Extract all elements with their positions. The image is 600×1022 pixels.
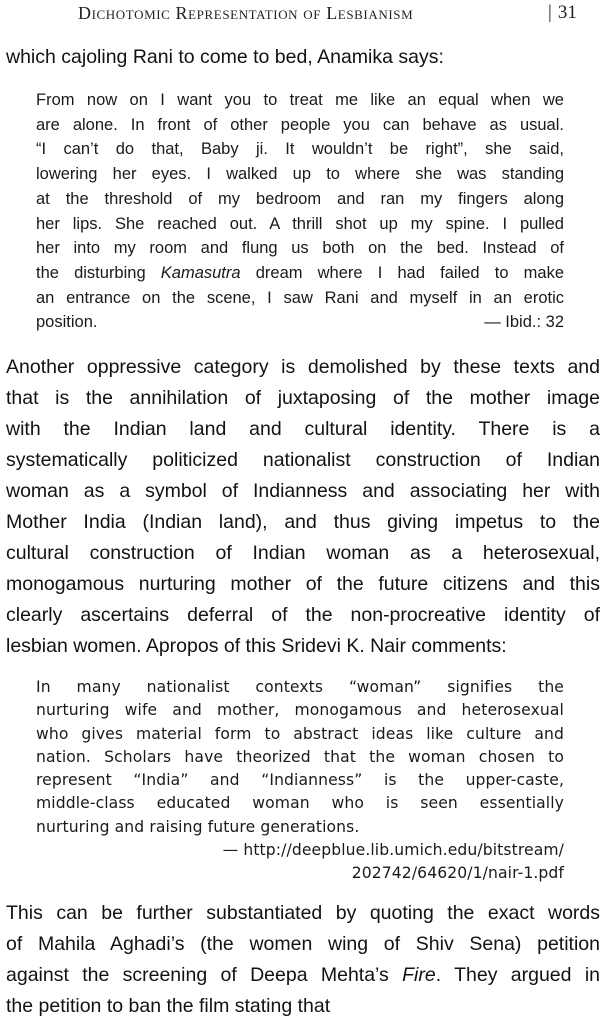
- book-title-kamasutra: Kamasutra: [160, 263, 241, 282]
- header-divider: |: [548, 2, 552, 23]
- quote-line: her lips. She reached out. A thrill shot up my spine. I pulled: [36, 214, 564, 233]
- film-title-fire: Fire: [402, 964, 436, 986]
- paragraph-2: [6, 352, 600, 662]
- text-line: woman as a symbol of Indianness and associating her with: [6, 480, 600, 502]
- quote-line: an entrance on the scene, I saw Rani and myself in an erotic: [36, 288, 564, 307]
- text-line: that is the annihilation of juxtaposing of the mother image: [6, 387, 600, 409]
- quote-line: nation. Scholars have theorized that the woman chosen to: [36, 747, 564, 766]
- text-line: clearly ascertains deferral of the non-procreative identity of: [6, 604, 600, 626]
- quote-line: who gives material form to abstract ideas like culture and: [36, 724, 564, 743]
- quote-line: From now on I want you to treat me like an equal when we: [36, 91, 564, 109]
- page-header: [0, 2, 600, 28]
- text-line: the petition to ban the film stating that: [6, 995, 331, 1017]
- block-quote-1: [36, 88, 564, 335]
- text-line: against the screening of Deepa Mehta’s Fire. They argued in: [6, 964, 600, 986]
- quote-line: lowering her eyes. I walked up to where she was standing: [36, 165, 564, 184]
- text-line: Mother India (Indian land), and thus giving impetus to the: [6, 511, 600, 533]
- text-line: with the Indian land and cultural identity. There is a: [6, 418, 600, 440]
- quote-line: the disturbing Kamasutra dream where I had failed to make: [36, 263, 564, 282]
- text-line: cultural construction of Indian woman as a heterosexual,: [6, 542, 600, 564]
- quote-line: “I can’t do that, Baby ji. It wouldn’t be right”, she said,: [36, 140, 564, 159]
- quote-line: at the threshold of my bedroom and ran my fingers along: [36, 189, 564, 208]
- text-line: lesbian women. Apropos of this Sridevi K. Nair comments:: [6, 635, 507, 657]
- block-quote-2: [36, 676, 564, 886]
- quote-citation-url-2: 202742/64620/1/nair-1.pdf: [351, 864, 564, 883]
- quote-line: nurturing wife and mother, monogamous and heterosexual: [36, 701, 564, 720]
- text-line: of Mahila Aghadi’s (the women wing of Shiv Sena) petition: [6, 933, 600, 955]
- quote-line: are alone. In front of other people you can behave as usual.: [36, 115, 564, 134]
- page-number: [548, 2, 577, 24]
- page-number-value: 31: [557, 2, 577, 23]
- quote-citation-url-1: — http://deepblue.lib.umich.edu/bitstream/: [222, 841, 564, 860]
- quote-line: In many nationalist contexts “woman” signifies the: [36, 678, 564, 696]
- quote-line: nurturing and raising future generations.: [36, 817, 360, 836]
- quote-citation: — Ibid.: 32: [484, 313, 564, 332]
- text-line: Another oppressive category is demolished by these texts and: [6, 356, 600, 378]
- paragraph-3: [6, 898, 600, 1022]
- quote-line: middle-class educated woman who is seen essentially: [36, 794, 564, 813]
- text-line: monogamous nurturing mother of the future citizens and this: [6, 573, 600, 595]
- running-head: Dichotomic Representation of Lesbianism: [78, 3, 414, 23]
- text-line: systematically politicized nationalist construction of Indian: [6, 449, 600, 471]
- quote-line: position. — Ibid.: 32: [36, 310, 564, 335]
- quote-line: her into my room and flung us both on the bed. Instead of: [36, 239, 564, 258]
- quote-line: represent “India” and “Indianness” is the upper-caste,: [36, 771, 564, 790]
- text-line: This can be further substantiated by quoting the exact words: [6, 902, 600, 924]
- text-line: which cajoling Rani to come to bed, Anamika says:: [6, 46, 444, 68]
- paragraph-1: [6, 42, 600, 73]
